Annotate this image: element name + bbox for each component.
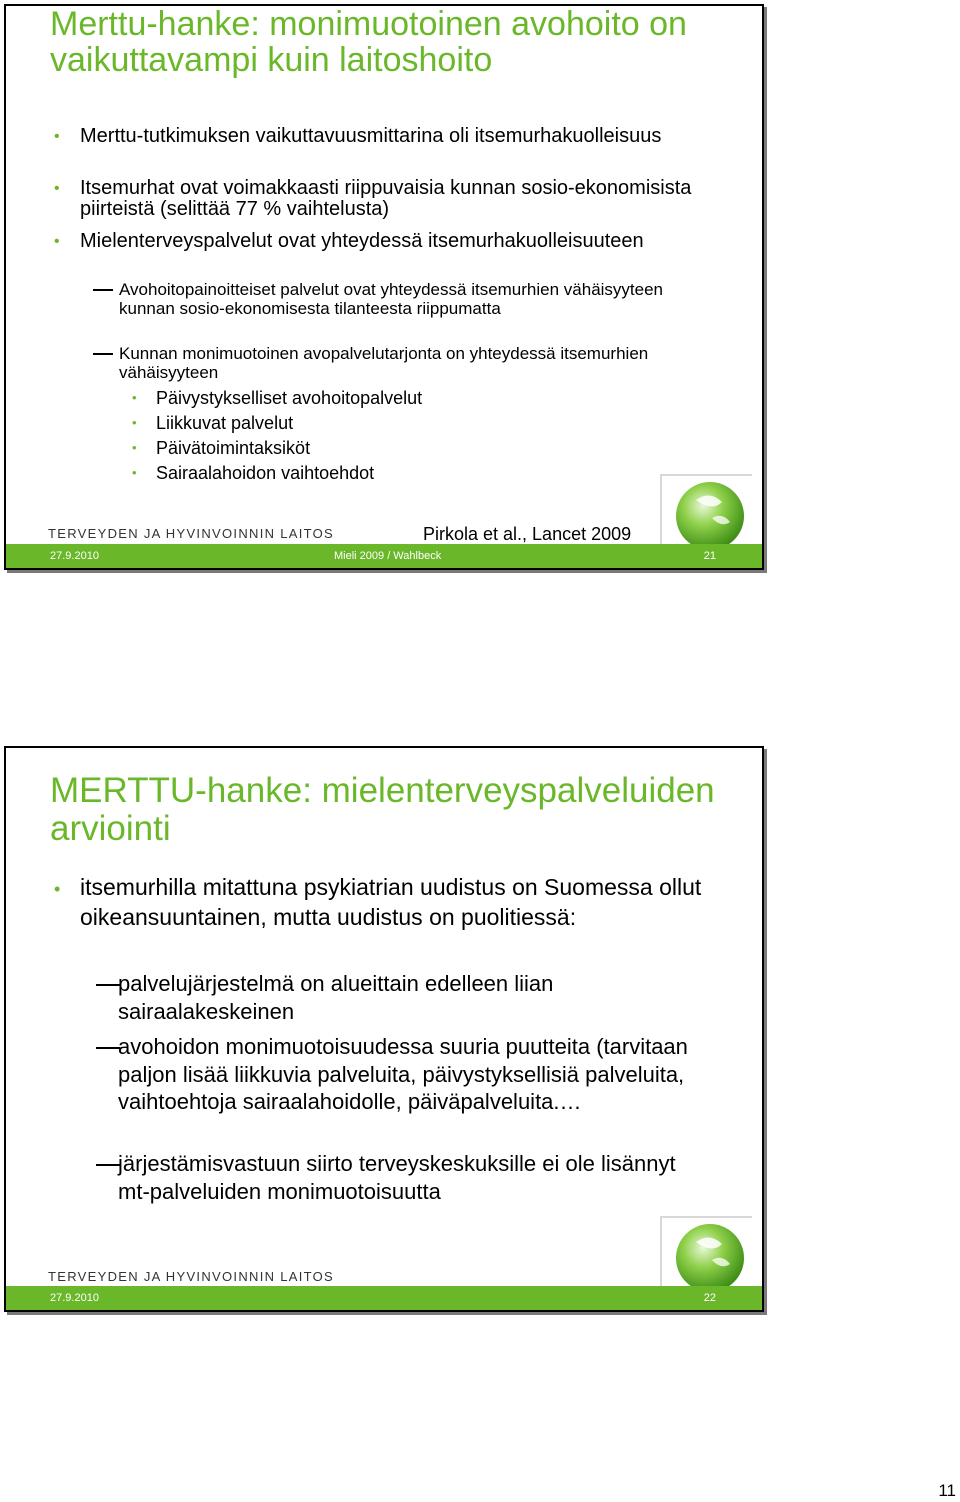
footer-date: 27.9.2010 [50,1292,99,1304]
bullet-dot-icon: • [132,465,137,480]
slide-title: MERTTU-hanke: mielenterveyspalveluiden arviointi [50,771,715,848]
footer-source: Mieli 2009 / Wahlbeck [334,550,442,562]
bullet-dot-icon: • [54,128,60,145]
slide-footer [6,1286,762,1310]
bullet-dot-icon: • [132,415,137,430]
organization-logo-text: TERVEYDEN JA HYVINVOINNIN LAITOS [48,1269,335,1284]
citation: Pirkola et al., Lancet 2009 [423,524,632,544]
organization-logo-text: TERVEYDEN JA HYVINVOINNIN LAITOS [48,526,335,541]
slide-number: 22 [703,1292,716,1304]
bullet-dot-icon: • [132,440,137,455]
dash-icon [93,289,113,291]
slide-footer [6,544,762,568]
dash-icon [93,353,113,355]
bullet-dot-icon: • [54,879,61,899]
bullet-dot-icon: • [54,233,60,250]
page-number: 11 [938,1481,956,1500]
footer-date: 27.9.2010 [50,550,99,562]
slide-22: MERTTU-hanke: mielenterveyspalveluiden arviointi • itsemurhilla mitattuna psykiatrian uudistus on Suomessa ollut oikeansuuntainen, mutta uudistus on puolitiessä: palvelujärjestelmä on alueittain edelleen liian sairaalakeskeinen avohoidon monimuotoisuudessa suuria puutteita (tarvitaan paljon lisää liikkuvia palveluita, päivystyksellisiä palveluita, vaihtoehtoja sairaalahoidolle, päiväpalveluita.… järjestämisvastuun siirto terveyskeskuksille ei ole lisännyt mt-palveluiden monimuotoisuutta TERVEYDEN JA HYVINVOINNIN LAITOS 27.9.2010 22 [4,746,764,1312]
dash-icon [96,1047,120,1049]
slide-number: 21 [703,550,716,562]
bullet-dot-icon: • [132,390,137,405]
bullet-dot-icon: • [54,180,60,197]
dash-icon [96,1164,120,1166]
dash-icon [96,984,120,986]
slide-title: Merttu-hanke: monimuotoinen avohoito on vaikuttavampi kuin laitoshoito [50,5,687,79]
slide-21: Merttu-hanke: monimuotoinen avohoito on vaikuttavampi kuin laitoshoito • Merttu-tutkimuksen vaikuttavuusmittarina oli itsemurhakuolleisuus • Itsemurhat ovat voimakkaasti riippuvaisia kunnan sosio-ekonomisista piirteistä (selittää 77 % vaihtelusta) • Mielenterveyspalvelut ovat yhteydessä itsemurhakuolleisuuteen Avohoitopainoitteiset palvelut ovat yhteydessä itsemurhien vähäisyyteen kunnan sosio-ekonomisesta tilanteesta riippumatta Kunnan monimuotoinen avopalvelutarjonta on yhteydessä itsemurhien vähäisyyteen • Päivystykselliset avohoitopalvelut • Liikkuvat palvelut • Päivätoimintaksiköt • Sairaalahoidon vaihtoehdot TERVEYDEN JA HYVINVOINNIN LAITOS Pirkola et al., Lancet 2009 27.9.2010 Mieli 2009 / Wahlbeck 21 [4,4,764,570]
